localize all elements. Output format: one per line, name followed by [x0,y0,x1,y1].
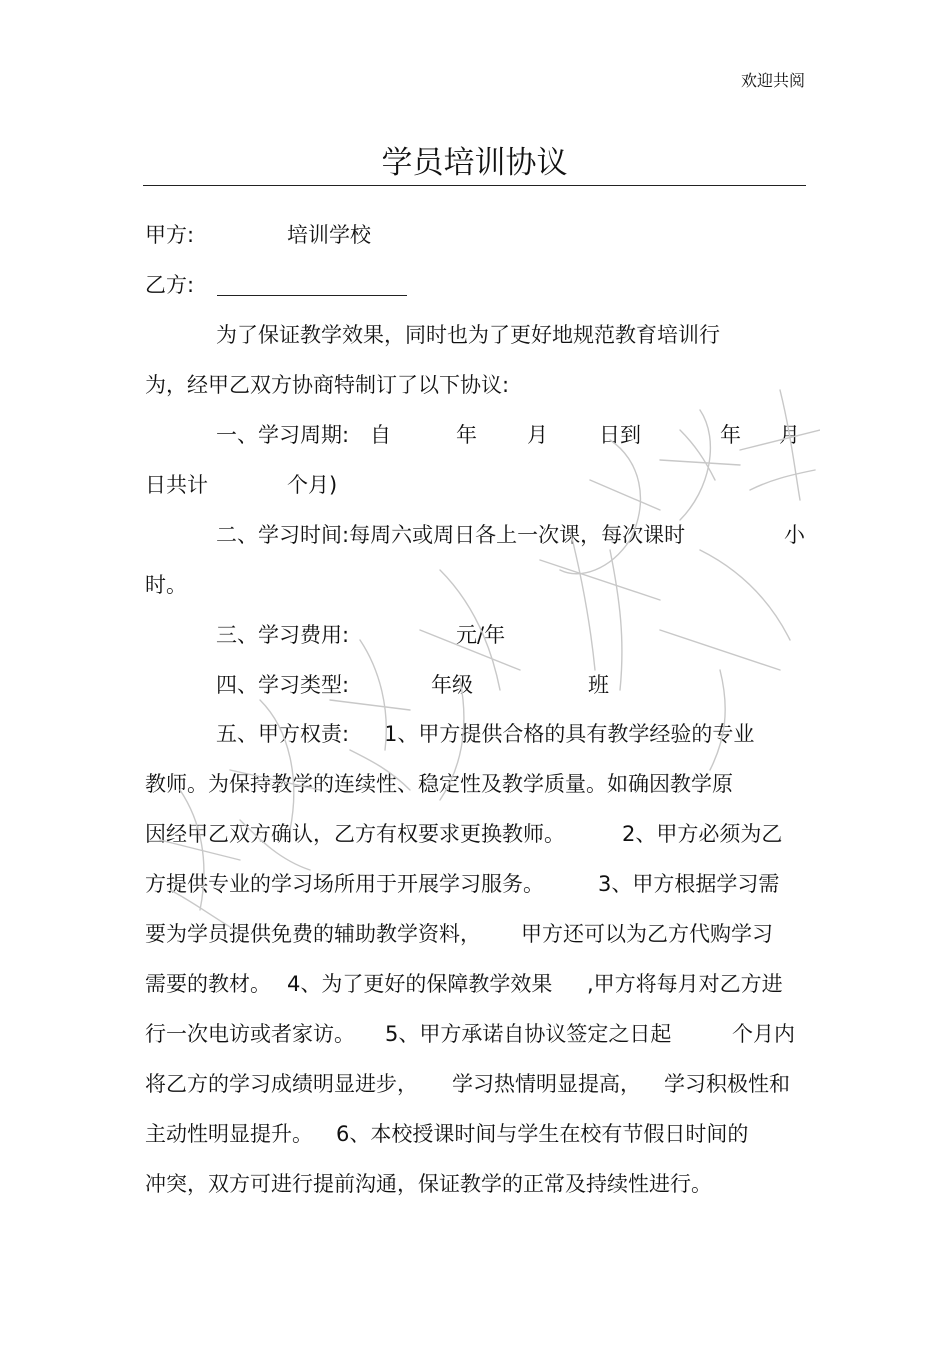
document-title: 学员培训协议 [381,145,568,181]
party-b-blank [217,295,407,296]
header-note: 欢迎共阅 [740,71,805,90]
clause2-unit: 小 [784,523,805,547]
clause5-segment: ,甲方将每月对乙方进 [587,972,783,996]
clause5-segment: 行一次电访或者家访。 [145,1022,355,1046]
clause2-text: 二、学习时间:每周六或周日各上一次课，每次课时 [216,523,686,547]
title-underline [143,185,806,186]
clause3-label: 三、学习费用: [216,623,350,647]
clause4-label: 四、学习类型: [216,673,350,697]
clause5-segment: 教师。为保持教学的连续性、稳定性及教学质量。如确因教学原 [145,772,733,796]
watermark-graphic [140,370,820,950]
clause1-year1: 年 [456,423,477,447]
clause5-segment: 因经甲乙双方确认，乙方有权要求更换教师。 [145,822,565,846]
clause5-segment: 4、为了更好的保障教学效果 [287,972,553,996]
clause4-grade: 年级 [431,673,473,697]
clause5-segment: 方提供专业的学习场所用于开展学习服务。 [145,872,544,896]
clause5-segment: 将乙方的学习成绩明显进步， [145,1072,418,1096]
clause1-months: 个月) [287,473,338,497]
clause5-segment: 个月内 [732,1022,795,1046]
clause1-year2: 年 [720,423,741,447]
clause5-segment: 5、甲方承诺自协议签定之日起 [385,1022,672,1046]
clause5-segment: 3、甲方根据学习需 [598,872,780,896]
clause5-segment: 1、甲方提供合格的具有教学经验的专业 [384,722,755,746]
clause1-day-to: 日到 [599,423,641,447]
clause5-segment: 学习积极性和 [664,1072,790,1096]
clause1-label: 一、学习周期: [216,423,350,447]
clause1-month2: 月 [779,423,800,447]
clause2-line2: 时。 [145,573,187,597]
intro-line: 为了保证教学效果，同时也为了更好地规范教育培训行 [216,323,720,347]
party-a-value: 培训学校 [287,223,371,247]
party-a-label: 甲方: [145,223,195,247]
clause5-segment: 五、甲方权责: [216,722,350,746]
clause1-total-label: 日共计 [145,473,208,497]
clause3-unit: 元/年 [456,623,506,647]
clause5-segment: 6、本校授课时间与学生在校有节假日时间的 [336,1122,749,1146]
clause5-segment: 需要的教材。 [145,972,271,996]
party-b-label: 乙方: [145,273,195,297]
intro-line: 为，经甲乙双方协商特制订了以下协议: [145,373,510,397]
clause5-segment: 学习热情明显提高， [452,1072,641,1096]
clause5-segment: 冲突，双方可进行提前沟通，保证教学的正常及持续性进行。 [145,1172,712,1196]
clause5-segment: 要为学员提供免费的辅助教学资料， [145,922,481,946]
clause1-from: 自 [370,423,391,447]
clause5-segment: 2、甲方必须为乙 [622,822,783,846]
clause4-class: 班 [588,673,609,697]
clause5-segment: 甲方还可以为乙方代购学习 [521,922,773,946]
clause1-month1: 月 [527,423,548,447]
clause5-segment: 主动性明显提升。 [145,1122,313,1146]
